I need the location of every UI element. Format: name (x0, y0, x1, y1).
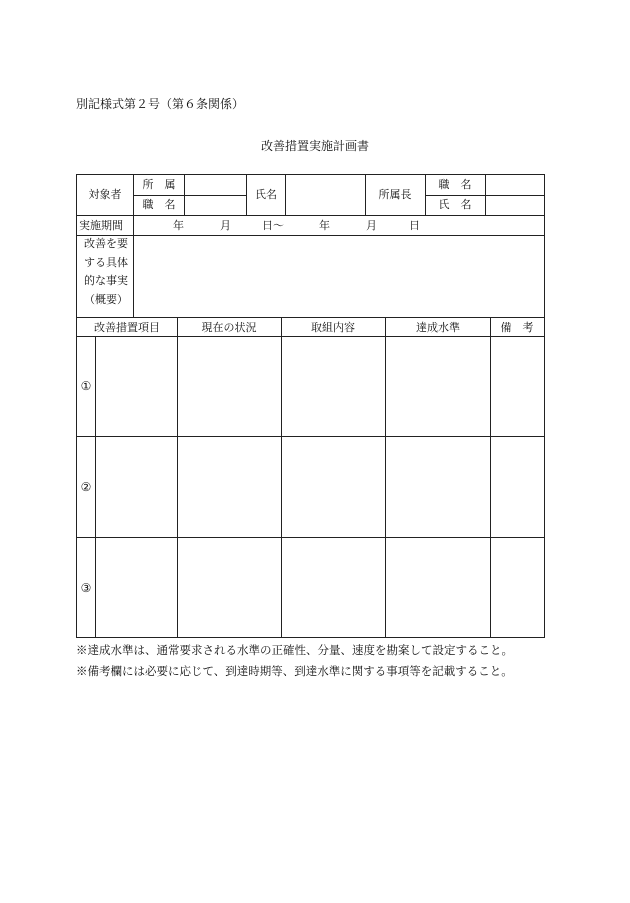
affiliation-label: 所 属 (142, 178, 176, 191)
row1-item-field[interactable] (97, 338, 176, 435)
row-number-1: ① (80, 379, 92, 393)
plan-table (76, 174, 545, 638)
row3-target-field[interactable] (387, 539, 489, 636)
position-label: 職 名 (142, 198, 176, 211)
name-label: 氏名 (255, 188, 277, 201)
document-title: 改善措置実施計画書 (260, 139, 369, 153)
period-start-year: 年 (173, 219, 184, 232)
row2-remarks-field[interactable] (492, 438, 543, 536)
row3-action-field[interactable] (287, 539, 384, 636)
period-start-day: 日～ (262, 219, 284, 232)
affiliation-field[interactable] (215, 177, 245, 194)
column-header-target: 達成水準 (416, 321, 460, 334)
row-number-3: ③ (80, 581, 92, 595)
facts-label-line: 的な事実 (84, 274, 128, 287)
facts-field[interactable] (136, 238, 542, 315)
note-target-level: ※達成水準は、通常要求される水準の正確性、分量、速度を勘案して設定すること。 (76, 643, 513, 657)
row1-status-field[interactable] (183, 338, 284, 435)
column-header-action: 取組内容 (311, 321, 355, 334)
facts-label-line: （概要） (84, 292, 128, 306)
period-start-month: 月 (220, 219, 231, 232)
facts-label (79, 235, 133, 309)
row2-target-field[interactable] (387, 438, 489, 536)
dept-head-position-field[interactable] (487, 177, 543, 194)
row2-status-field[interactable] (183, 438, 284, 536)
row2-action-field[interactable] (287, 438, 384, 536)
form-reference: 別記様式第２号（第６条関係） (76, 97, 245, 111)
dept-head-position-label: 職 名 (438, 178, 472, 191)
row3-item-field[interactable] (97, 539, 176, 636)
row1-action-field[interactable] (287, 338, 384, 435)
period-end-year: 年 (319, 219, 330, 232)
column-header-status: 現在の状況 (201, 321, 257, 334)
dept-head-label: 所属長 (378, 188, 412, 201)
dept-head-name-field[interactable] (487, 197, 543, 214)
row2-item-field[interactable] (97, 438, 176, 536)
name-field[interactable] (287, 177, 364, 213)
row3-status-field[interactable] (183, 539, 284, 636)
dept-head-name-label: 氏 名 (438, 198, 472, 211)
column-header-remarks: 備 考 (500, 321, 534, 334)
subject-label: 対象者 (88, 188, 122, 201)
note-remarks: ※備考欄には必要に応じて、到達時期等、到達水準に関する事項等を記載すること。 (76, 664, 513, 678)
position-field[interactable] (215, 197, 245, 214)
facts-label-line: 改善を要 (84, 237, 128, 250)
period-label: 実施期間 (79, 219, 123, 232)
period-end-month: 月 (366, 219, 377, 232)
row1-target-field[interactable] (387, 338, 489, 435)
period-end-day: 日 (409, 219, 420, 232)
column-header-item: 改善措置項目 (94, 321, 160, 334)
facts-label-line: する具体 (84, 255, 128, 269)
row1-remarks-field[interactable] (492, 338, 543, 435)
row3-remarks-field[interactable] (492, 539, 543, 636)
row-number-2: ② (80, 480, 92, 494)
